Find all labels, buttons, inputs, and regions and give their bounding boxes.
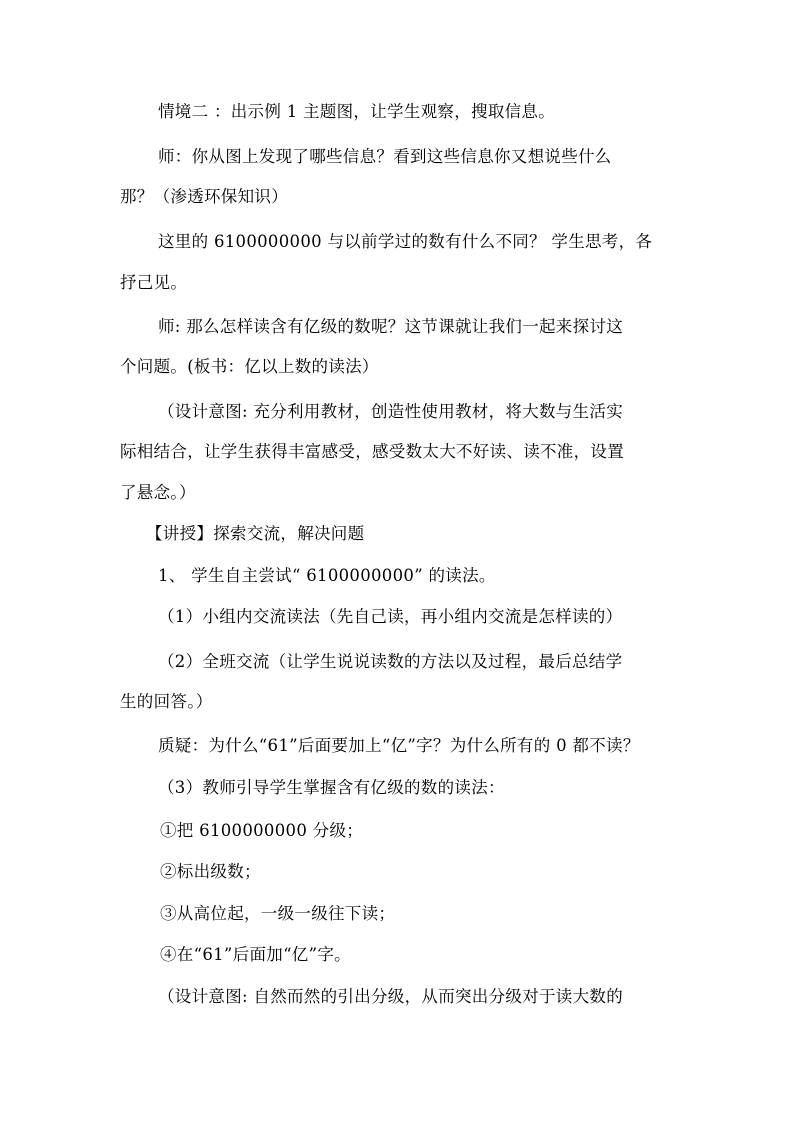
paragraph-line: 这里的 6100000000 与以前学过的数有什么不同？ 学生思考，各 <box>158 232 653 251</box>
paragraph-line: （3）教师引导学生掌握含有亿级的数的读法： <box>158 778 505 797</box>
paragraph-line: ④在“61”后面加“亿”字。 <box>160 945 351 964</box>
paragraph-line: ①把 6100000000 分级； <box>160 821 364 840</box>
paragraph-line: （设计意图: 自然而然的引出分级，从而突出分级对于读大数的 <box>158 987 624 1006</box>
paragraph-line: 【讲授】探索交流，解决问题 <box>146 524 365 543</box>
paragraph-line: 情境二 ：出示例 1 主题图，让学生观察，搜取信息。 <box>158 102 556 121</box>
paragraph-line: 1、 学生自主尝试“ 6100000000” 的读法。 <box>158 566 496 585</box>
paragraph-line: （1）小组内交流读法（先自己读，再小组内交流是怎样读的） <box>158 607 623 626</box>
paragraph-line: 师: 那么怎样读含有亿级的数呢？这节课就让我们一起来探讨这 <box>158 317 624 336</box>
paragraph-line: 师：你从图上发现了哪些信息？看到这些信息你又想说些什么 <box>158 147 612 166</box>
paragraph-line: ③从高位起，一级一级往下读； <box>160 904 396 923</box>
paragraph-line: （2）全班交流（让学生说说读数的方法以及过程，最后总结学 <box>158 652 623 671</box>
paragraph-line: 个问题。(板书：亿以上数的读法） <box>120 357 379 376</box>
paragraph-line: ②标出级数； <box>160 862 261 881</box>
paragraph-line: 质疑：为什么“61”后面要加上“亿”字？为什么所有的 0 都不读？ <box>158 736 640 755</box>
paragraph-line: 际相结合，让学生获得丰富感受，感受数太大不好读、读不准，设置 <box>120 442 624 461</box>
paragraph-line: 那？（渗透环保知识） <box>120 187 288 206</box>
paragraph-line: （设计意图: 充分利用教材，创造性使用教材，将大数与生活实 <box>158 402 624 421</box>
paragraph-line: 抒己见。 <box>120 273 188 292</box>
paragraph-line: 生的回答。） <box>120 692 213 711</box>
paragraph-line: 了悬念。） <box>120 483 196 502</box>
